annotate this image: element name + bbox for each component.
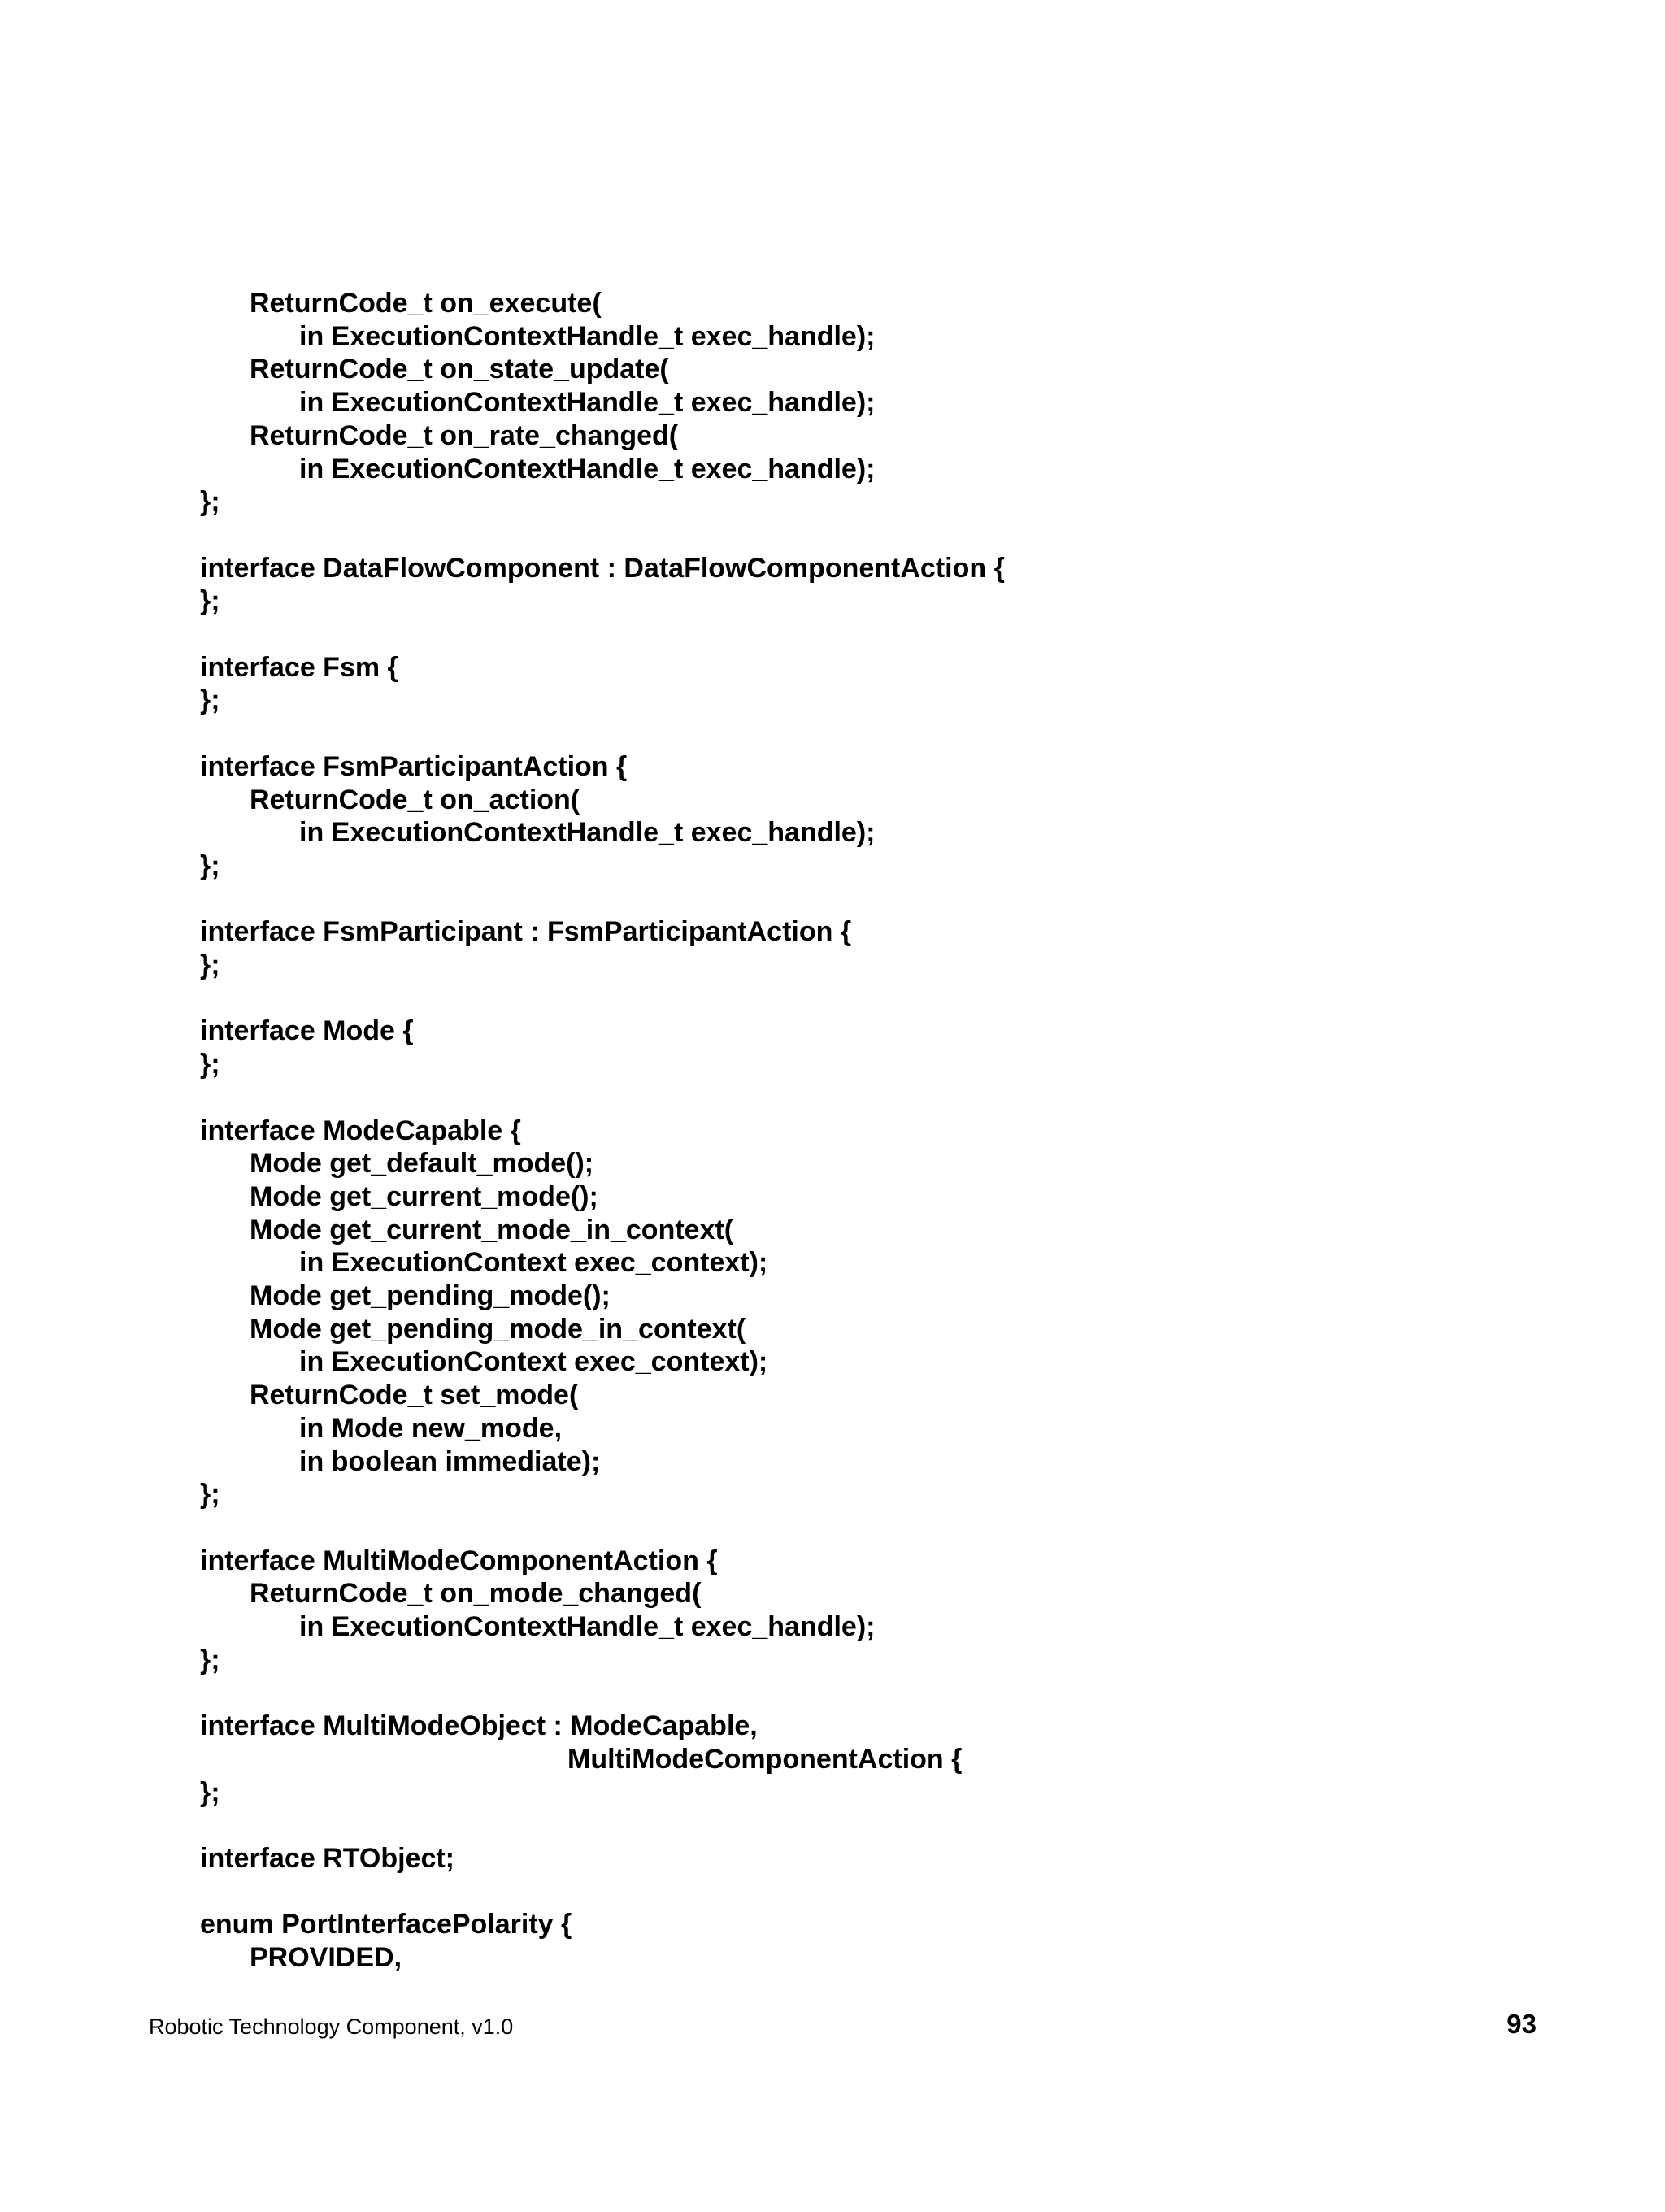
code-line: in ExecutionContextHandle_t exec_handle); bbox=[299, 321, 876, 352]
footer-document-title: Robotic Technology Component, v1.0 bbox=[149, 2014, 514, 2039]
code-line: ReturnCode_t on_action( bbox=[250, 784, 580, 815]
code-line: in ExecutionContext exec_context); bbox=[299, 1346, 768, 1377]
code-line: interface ModeCapable { bbox=[200, 1115, 521, 1146]
code-line: }; bbox=[200, 1049, 220, 1080]
code-line: Mode get_pending_mode_in_context( bbox=[250, 1314, 746, 1345]
code-line: Mode get_current_mode_in_context( bbox=[250, 1215, 734, 1245]
code-line: }; bbox=[200, 850, 220, 881]
code-line: interface MultiModeObject : ModeCapable, bbox=[200, 1710, 758, 1741]
page-number: 93 bbox=[1506, 2009, 1537, 2039]
code-line: MultiModeComponentAction { bbox=[567, 1744, 963, 1775]
code-line: }; bbox=[200, 1777, 220, 1808]
code-line: ReturnCode_t on_execute( bbox=[250, 288, 602, 319]
code-line: }; bbox=[200, 1479, 220, 1510]
code-line: PROVIDED, bbox=[250, 1942, 402, 1973]
code-line: }; bbox=[200, 486, 220, 517]
code-line: ReturnCode_t set_mode( bbox=[250, 1380, 579, 1410]
code-line: interface FsmParticipantAction { bbox=[200, 751, 628, 782]
code-line: interface MultiModeComponentAction { bbox=[200, 1545, 718, 1576]
code-line: ReturnCode_t on_state_update( bbox=[250, 354, 669, 385]
code-line: }; bbox=[200, 585, 220, 616]
code-line: interface Mode { bbox=[200, 1015, 414, 1046]
code-line: in ExecutionContext exec_context); bbox=[299, 1247, 768, 1278]
code-line: }; bbox=[200, 1645, 220, 1675]
code-line: in ExecutionContextHandle_t exec_handle); bbox=[299, 817, 876, 848]
code-line: Mode get_default_mode(); bbox=[250, 1148, 594, 1179]
code-line: interface DataFlowComponent : DataFlowComponentAction { bbox=[200, 553, 1005, 584]
code-line: interface FsmParticipant : FsmParticipantAction { bbox=[200, 916, 852, 947]
code-line: interface RTObject; bbox=[200, 1843, 455, 1874]
code-line: in ExecutionContextHandle_t exec_handle); bbox=[299, 454, 876, 485]
code-line: in ExecutionContextHandle_t exec_handle); bbox=[299, 387, 876, 418]
code-line: ReturnCode_t on_rate_changed( bbox=[250, 420, 679, 451]
code-line: enum PortInterfacePolarity { bbox=[200, 1909, 572, 1940]
code-line: Mode get_pending_mode(); bbox=[250, 1280, 611, 1311]
code-line: in Mode new_mode, bbox=[299, 1413, 563, 1444]
code-line: Mode get_current_mode(); bbox=[250, 1181, 598, 1212]
code-line: }; bbox=[200, 684, 220, 715]
code-line: in ExecutionContextHandle_t exec_handle); bbox=[299, 1611, 876, 1642]
code-line: }; bbox=[200, 950, 220, 980]
code-line: ReturnCode_t on_mode_changed( bbox=[250, 1578, 702, 1609]
code-line: interface Fsm { bbox=[200, 652, 398, 683]
code-line: in boolean immediate); bbox=[299, 1446, 601, 1477]
